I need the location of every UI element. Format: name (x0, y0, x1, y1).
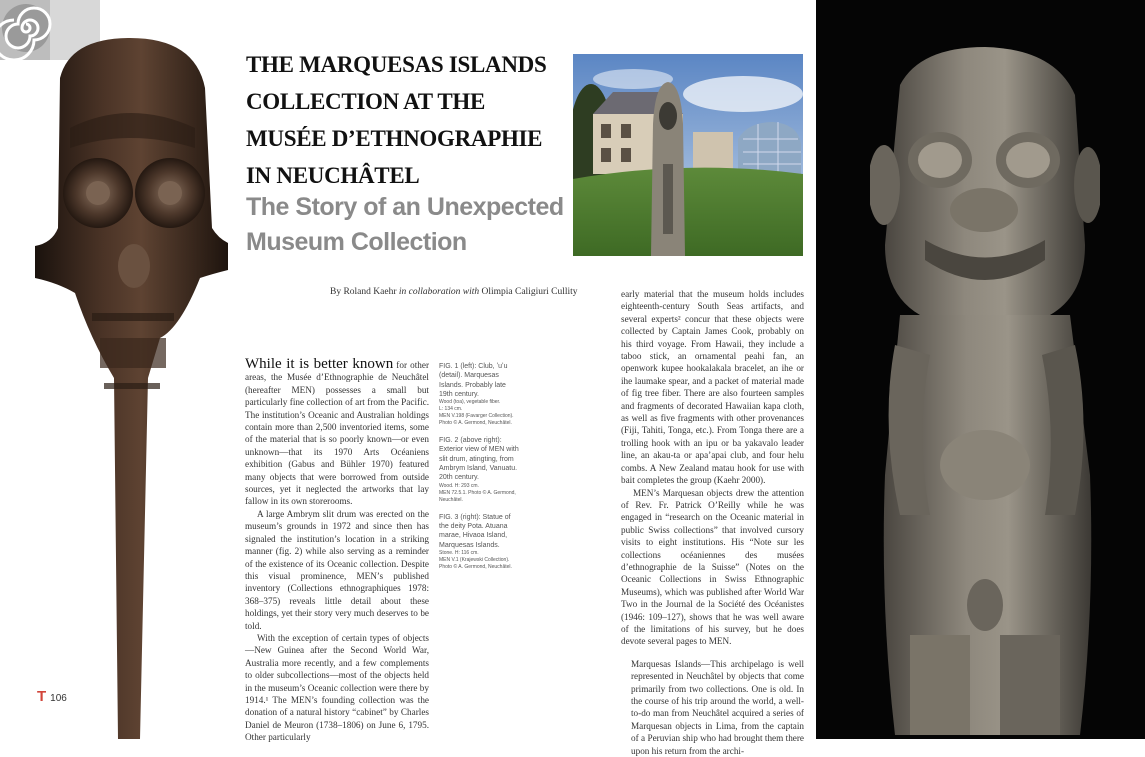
subtitle-line: The Story of an Unexpected (246, 193, 564, 221)
caption-detail: L: 134 cm. (439, 406, 463, 413)
article-subtitle (246, 190, 566, 260)
body-column-1 (245, 358, 429, 744)
caption-detail: Photo © A. Germond, Neuchâtel. (439, 420, 512, 427)
caption-text: FIG. 3 (right): Statue of the deity Pota. Atuana marae, Hivaoa Island, Marquesas Islands. (439, 513, 511, 549)
paragraph (245, 358, 429, 508)
title-line: THE MARQUESAS ISLANDS (246, 52, 547, 77)
lead-in: While it is better known (245, 356, 394, 372)
paragraph: Marquesas Islands—This archipelago is well represented in Neuchâtel by objects that come primarily from two collections. One is old. In the course of his trip around the world, a well-to-do man from Neuchâtel acquired a series of Marquesan objects in Lima, from the captain of a Peruvian ship who had brought them there upon his return from the archi- (631, 658, 804, 756)
caption-detail: Stone. H: 116 cm. (439, 549, 479, 556)
caption-detail: MEN V.198 (Favarger Collection). (439, 413, 514, 420)
byline-suffix: Olimpia Caligiuri Cullity (479, 287, 578, 297)
caption-text: FIG. 1 (left): Club, ʻuʻu (detail). Marquesas Islands. Probably late 19th century. (439, 363, 508, 398)
caption-detail: MEN V.1 (Krajewski Collection). (439, 556, 510, 563)
caption-detail: Wood. H: 293 cm. (439, 482, 479, 489)
subtitle-line: Museum Collection (246, 228, 467, 256)
title-line: MUSÉE D’ETHNOGRAPHIE (246, 126, 543, 151)
paragraph: MEN’s Marquesan objects drew the attention of Rev. Fr. Patrick O’Reilly while he was engaged in “research on the Oceanic material in public Swiss collections” that involved cursory visits to eight institutions. His “Note sur les collections océaniennes des musées d’ethnographie de la Suisse” (Notes on the Oceanic Collections in Swiss Ethnographic Museums), which was published after World War Two in the Journal de la Société des Océanistes (1946: 109–127), shows that he was well aware of the limitations of his survey, but he does devote several pages to MEN. (621, 487, 804, 647)
caption-detail: Photo © A. Germond, Neuchâtel. (439, 563, 512, 570)
page-number (37, 688, 67, 705)
caption-text: FIG. 2 (above right): Exterior view of MEN with slit drum, atingting, from Ambrym Island, Vanuatu. 20th century. (439, 437, 519, 482)
museum-exterior-image (573, 54, 803, 256)
title-line: COLLECTION AT THE (246, 89, 486, 114)
title-line: IN NEUCHÂTEL (246, 163, 420, 188)
byline-prefix: By Roland Kaehr (330, 287, 399, 297)
stone-tiki-statue-image (870, 45, 1100, 735)
paragraph: A large Ambrym slit drum was erected on the museum’s grounds in 1972 and since then has signaled the institution’s location in a striking manner (fig. 2) while also serving as a reminder of the existence of its Oceanic collection. Despite this visual prominence, MEN’s published inventory (Collections ethnographiques 1978: 368–375) reveals little detail about these holdings, yet their story very much deserves to be told. (245, 508, 429, 631)
page-number-text: 106 (50, 693, 67, 704)
club-uu-image (30, 38, 230, 739)
caption-detail: Wood (toa), vegetable fiber. (439, 399, 501, 406)
byline (330, 287, 578, 297)
caption-fig3 (439, 513, 521, 571)
paragraph-text: for other areas, the Musée d’Ethnographie de Neuchâtel (hereafter MEN) possesses a small but particularly fine collection of art from the Pacific. The institution’s Oceanic and Australian holdings contain more than 2,500 inventoried items, some of the material that is so poorly known—or even unknown—that its 1970 Arts Océaniens exhibition (Gabus and Bühler 1970) featured many objects that were borrowed from outside sources, yet it neglected the artworks that lay fallow in its own storerooms. (245, 360, 430, 507)
page-marker-icon: T (37, 688, 47, 705)
paragraph: With the exception of certain types of objects—New Guinea after the Second World War, Australia more recently, and a few complements to older subcollections—most of the objects held in the museum’s Oceanic collection were there by 1914.¹ The MEN’s founding collection was the donation of a natural history “cabinet” by Charles Daniel de Meuron (1738–1806) on June 6, 1795. Other particularly (245, 632, 429, 743)
article-title (246, 46, 566, 194)
caption-detail: MEN 72.5.1. Photo © A. Germond, Neuchâtel. (439, 489, 516, 503)
caption-fig2 (439, 436, 521, 503)
caption-fig1 (439, 362, 521, 427)
paragraph: early material that the museum holds includes eighteenth-century South Seas artifacts, and several experts² concur that these objects were collected by Captain James Cook, probably on his third voyage. From Hawaii, they include a taboo stick, an ornamental peahi fan, an openwork kupee hookalakala bracelet, an ihe or ihe laumake spear, and a packet of material made of fig tree fiber. There are also fourteen samples and fragments of decorated Hawaiian kapa cloth, as well as five fragments with other provenances (Fiji, Tahiti, Tonga, etc.). From Tonga there are a trolling hook with an ipu or ba yakavalo leader line, an akau-ta or apa’apai club, and four helu combs. A New Zealand matau hook for use with bait completes the group (Kaehr 2000). (621, 289, 804, 486)
body-column-3 (621, 288, 804, 757)
byline-mid: in collaboration with (398, 287, 480, 297)
figure-captions (439, 362, 521, 580)
